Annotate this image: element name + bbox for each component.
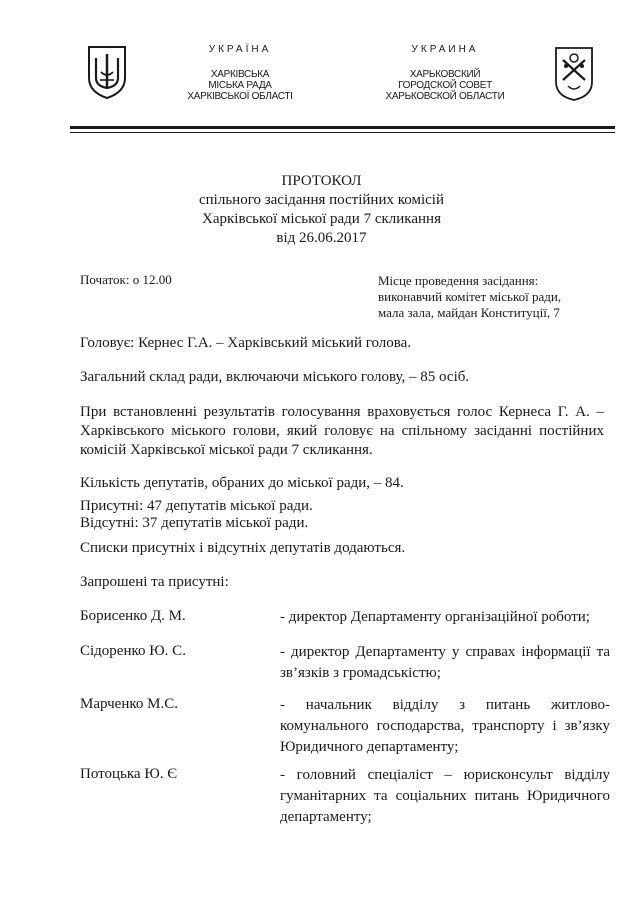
header-left-lines (160, 69, 320, 102)
invitee-name: Марченко М.С. (80, 696, 178, 712)
lists-paragraph: Списки присутніх і відсутніх депутатів додаються. (80, 540, 406, 556)
header-right-country: УКРАИНА (411, 44, 479, 55)
meeting-place-line: мала зала, майдан Конституції, 7 (378, 305, 560, 320)
header-left-country: УКРАЇНА (208, 44, 272, 55)
elected-paragraph: Кількість депутатів, обраних до міської ради, – 84. (80, 475, 404, 491)
invitee-name: Сідоренко Ю. С. (80, 643, 186, 659)
title-line: Харківської міської ради 7 скликання (202, 211, 441, 227)
meeting-place-line: виконавчий комітет міської ради, (378, 289, 562, 304)
header-left-line: ХАРКІВСЬКОЇ ОБЛАСТІ (187, 91, 293, 102)
header-right-line: ГОРОДСКОЙ СОВЕТ (398, 80, 492, 91)
meeting-place (378, 273, 618, 321)
absent-line: Відсутні: 37 депутатів міської ради. (80, 515, 309, 531)
document-heading: ПРОТОКОЛ (281, 173, 362, 189)
start-time: Початок: о 12.00 (80, 272, 172, 287)
invitee-name: Борисенко Д. М. (80, 608, 186, 624)
title-line: спільного засідання постійних комісій (198, 192, 444, 208)
header-left-line: ХАРКІВСЬКА (210, 69, 270, 80)
invitee-role: - директор Департаменту у справах інформації та зв’язків з громадськістю; (280, 644, 610, 681)
header-rule-thick (70, 126, 615, 129)
header-left (160, 44, 320, 102)
total-paragraph: Загальний склад ради, включаючи міського голову, – 85 осіб. (80, 369, 470, 385)
invitee-role: - головний спеціаліст – юрисконсульт відділу гуманітарних та соціальних питань Юридичного департаменту; (280, 767, 610, 825)
header-right-line: ХАРЬКОВСКОЙ ОБЛАСТИ (385, 91, 505, 102)
header-rule-thin (70, 132, 615, 133)
header-right-line: ХАРЬКОВСКИЙ (409, 69, 481, 80)
header-right (365, 44, 525, 102)
invitee-name: Потоцька Ю. Є (80, 766, 178, 782)
header-left-line: МІСЬКА РАДА (208, 80, 272, 91)
trident-coat-of-arms-icon (86, 44, 128, 100)
invitee-role: - директор Департаменту організаційної роботи; (280, 609, 590, 625)
header-right-lines (365, 69, 525, 102)
voting-paragraph: При встановленні результатів голосування враховується голос Кернеса Г. А. – Харківського міського голови, який головує на спільному засіданні постійних комісій Харківської міської ради 7 скликання. (80, 404, 604, 458)
meeting-place-line: Місце проведення засідання: (378, 273, 539, 288)
title-block (0, 172, 643, 248)
kharkiv-city-emblem-icon (554, 46, 594, 102)
invitee-role: - начальник відділу з питань житлово-комунального господарства, транспорту і зв’язку Юридичного департаменту; (280, 697, 610, 755)
document-date: від 26.06.2017 (276, 230, 367, 246)
present-line: Присутні: 47 депутатів міської ради. (80, 498, 313, 514)
chair-paragraph: Головує: Кернес Г.А. – Харківський міський голова. (80, 335, 412, 351)
invited-heading: Запрошені та присутні: (80, 574, 229, 590)
